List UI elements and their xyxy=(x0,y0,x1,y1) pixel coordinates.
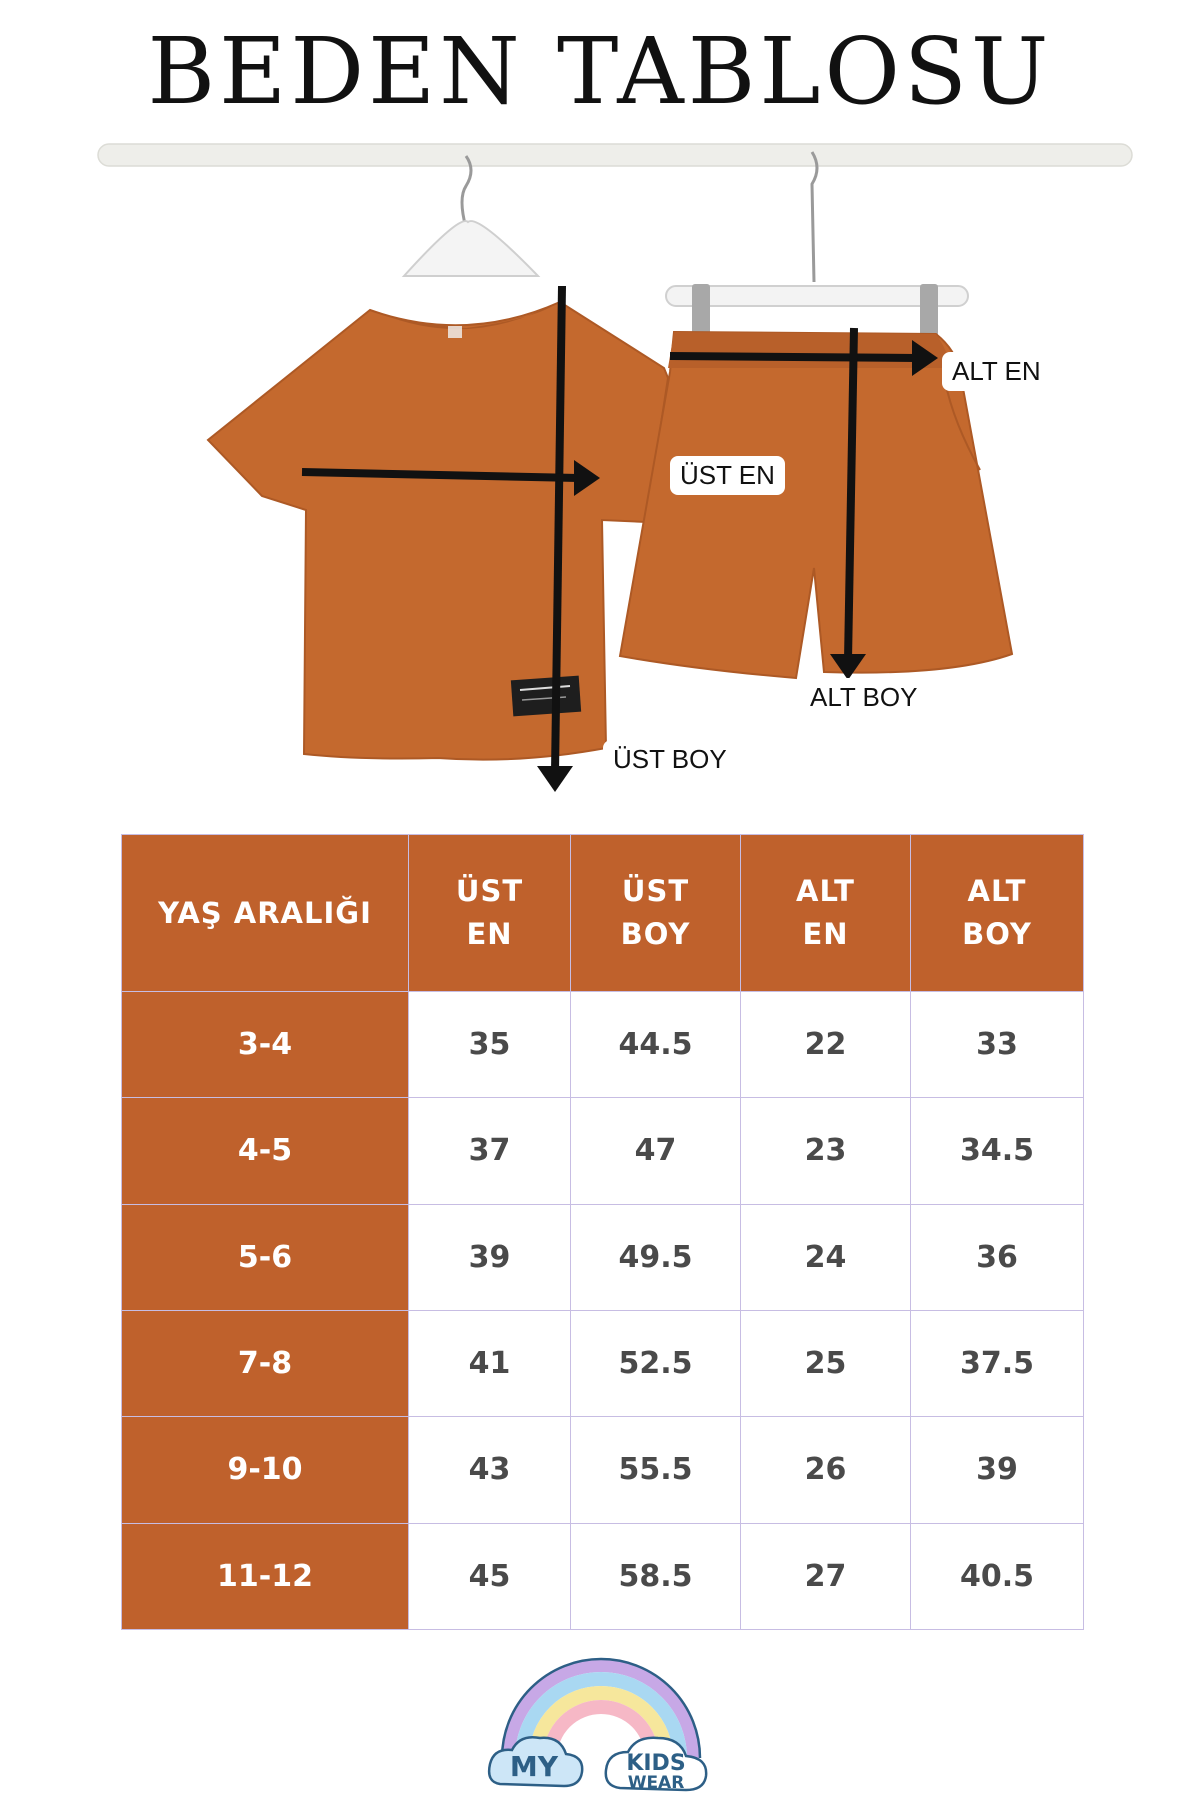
header-age-range: YAŞ ARALIĞI xyxy=(122,835,409,992)
ust-en-cell: 37 xyxy=(409,1098,571,1204)
alt-boy-cell: 39 xyxy=(911,1417,1084,1523)
label-alt-en: ALT EN xyxy=(942,352,1051,391)
alt-boy-cell: 37.5 xyxy=(911,1310,1084,1416)
clothes-rail xyxy=(98,144,1132,166)
alt-en-cell: 22 xyxy=(741,992,911,1098)
alt-en-cell: 25 xyxy=(741,1310,911,1416)
age-cell: 7-8 xyxy=(122,1310,409,1416)
alt-boy-cell: 34.5 xyxy=(911,1098,1084,1204)
ust-en-cell: 43 xyxy=(409,1417,571,1523)
table-header-row xyxy=(122,835,1084,992)
alt-boy-cell: 40.5 xyxy=(911,1523,1084,1629)
ust-en-cell: 39 xyxy=(409,1204,571,1310)
label-ust-boy: ÜST BOY xyxy=(603,740,737,779)
garment-illustration xyxy=(0,0,1200,820)
table-row xyxy=(122,1523,1084,1629)
logo-kids-text: KIDS xyxy=(626,1751,686,1776)
alt-en-cell: 23 xyxy=(741,1098,911,1204)
ust-en-cell: 45 xyxy=(409,1523,571,1629)
logo-wear-text: WEAR xyxy=(627,1773,685,1793)
label-alt-boy: ALT BOY xyxy=(800,678,927,717)
logo-my-text: MY xyxy=(509,1750,559,1783)
ust-boy-cell: 55.5 xyxy=(571,1417,741,1523)
header-alt-en: ALT EN xyxy=(741,835,911,992)
shorts-hanger-icon xyxy=(666,152,968,338)
table-row xyxy=(122,1098,1084,1204)
ust-boy-cell: 58.5 xyxy=(571,1523,741,1629)
ust-en-cell: 41 xyxy=(409,1310,571,1416)
age-cell: 3-4 xyxy=(122,992,409,1098)
age-cell: 4-5 xyxy=(122,1098,409,1204)
page-title: BEDEN TABLOSU xyxy=(147,18,1053,125)
alt-en-cell: 26 xyxy=(741,1417,911,1523)
tshirt-hanger-icon xyxy=(404,156,538,276)
alt-boy-cell: 36 xyxy=(911,1204,1084,1310)
table-row xyxy=(122,1417,1084,1523)
alt-boy-cell: 33 xyxy=(911,992,1084,1098)
header-ust-boy: ÜST BOY xyxy=(571,835,741,992)
alt-en-cell: 27 xyxy=(741,1523,911,1629)
my-kids-wear-logo xyxy=(486,1648,716,1794)
tshirt-illustration xyxy=(208,302,668,760)
table-row xyxy=(122,1204,1084,1310)
ust-boy-cell: 52.5 xyxy=(571,1310,741,1416)
label-ust-en: ÜST EN xyxy=(670,456,785,495)
alt-en-cell: 24 xyxy=(741,1204,911,1310)
table-row xyxy=(122,1310,1084,1416)
ust-boy-cell: 44.5 xyxy=(571,992,741,1098)
ust-boy-cell: 47 xyxy=(571,1098,741,1204)
tshirt-label-patch xyxy=(511,676,581,717)
age-cell: 11-12 xyxy=(122,1523,409,1629)
header-alt-boy: ALT BOY xyxy=(911,835,1084,992)
table-row xyxy=(122,992,1084,1098)
size-table xyxy=(121,834,1084,1630)
ust-boy-cell: 49.5 xyxy=(571,1204,741,1310)
ust-en-cell: 35 xyxy=(409,992,571,1098)
header-ust-en: ÜST EN xyxy=(409,835,571,992)
age-cell: 9-10 xyxy=(122,1417,409,1523)
age-cell: 5-6 xyxy=(122,1204,409,1310)
